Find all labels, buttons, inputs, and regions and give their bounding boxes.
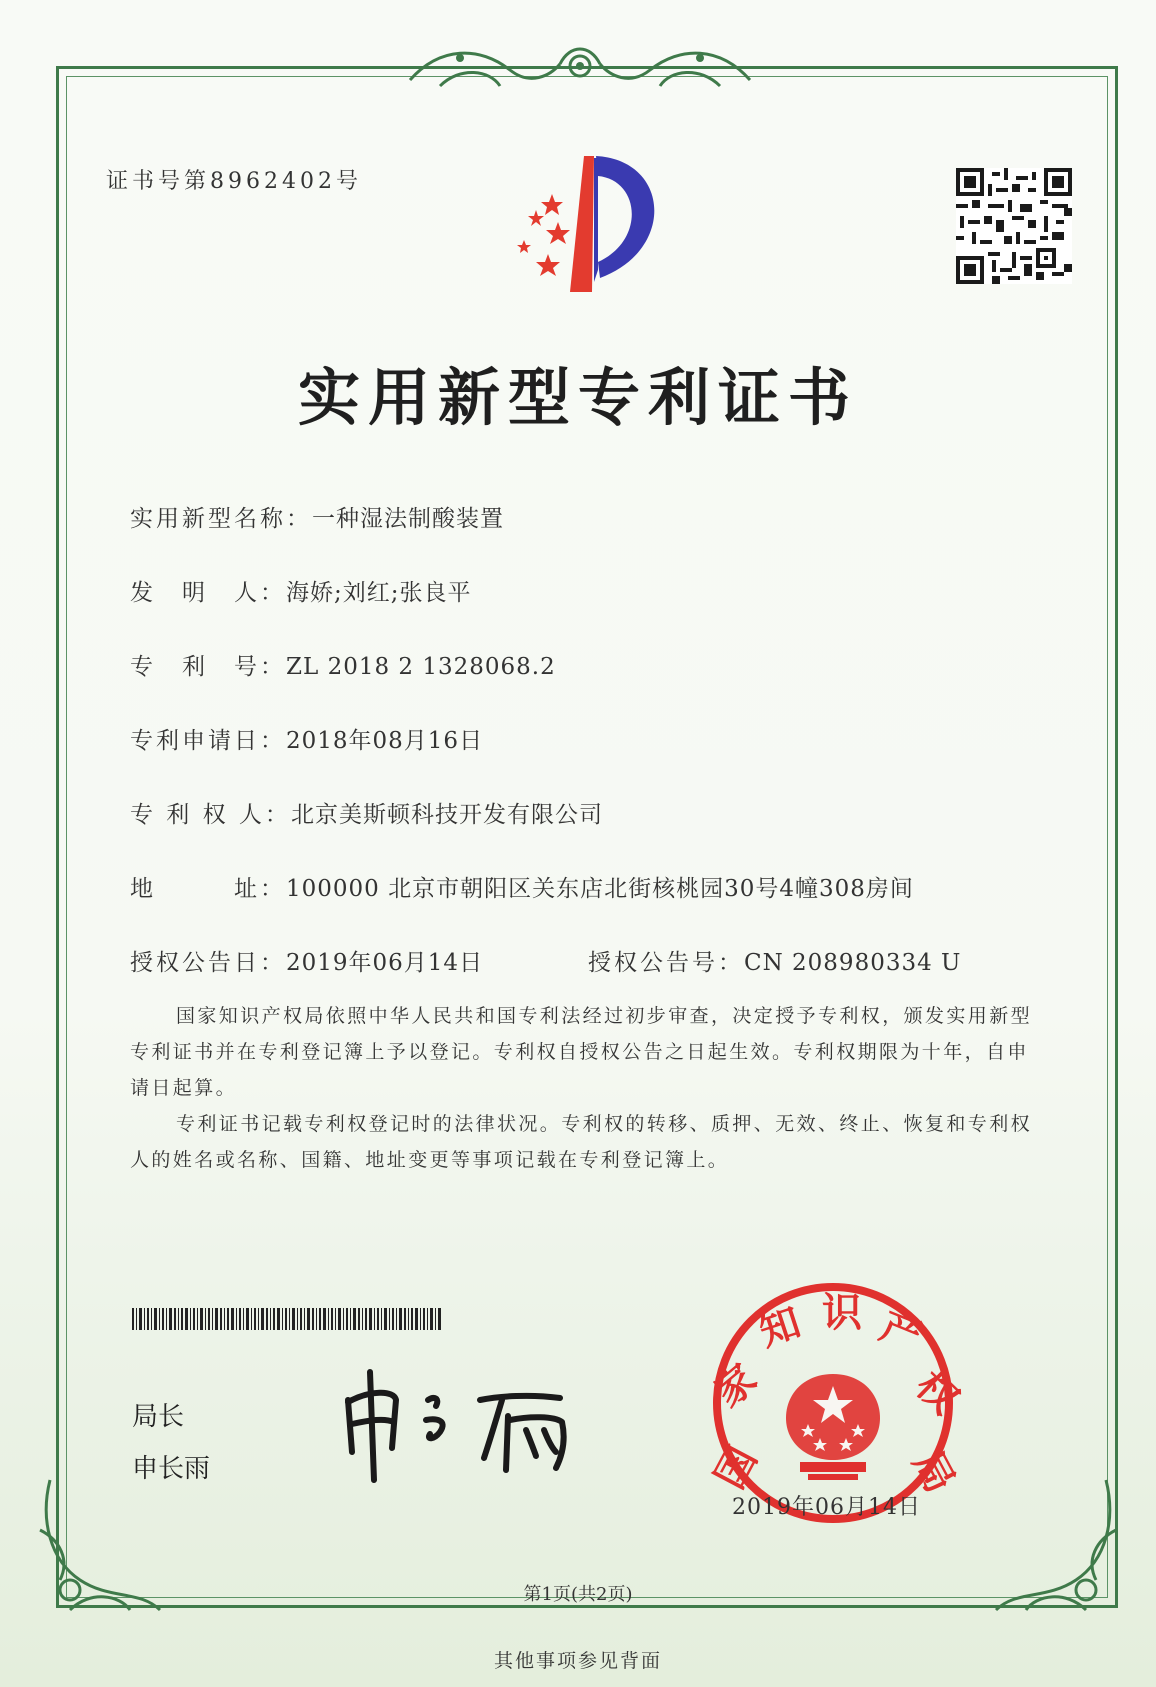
director-name: 申长雨 [132,1454,211,1484]
certificate-number: 证书号第8962402号 [106,169,362,194]
field-value: 2018年08月16日 [286,728,484,754]
paragraph-grant: 国家知识产权局依照中华人民共和国专利法经过初步审查，决定授予专利权，颁发实用新型专利证书并在专利登记簿上予以登记。专利权自授权公告之日起生效。专利权期限为十年，自申请日起算。 [130,1005,1033,1099]
field-application-date [130,722,483,755]
patent-office-logo [500,150,680,300]
field-label: 发 明 人： [130,580,286,606]
paragraph-legal-status: 专利证书记载专利权登记时的法律状况。专利权的转移、质押、无效、终止、恢复和专利权人的姓名或名称、国籍、地址变更等事项记载在专利登记簿上。 [130,1113,1033,1171]
svg-text:国: 国 [707,1439,766,1496]
field-announcement-number [588,944,961,977]
field-label: 地 址： [130,876,286,902]
field-patentee [130,796,603,829]
page-number: 第1页(共2页) [523,1584,633,1605]
svg-text:权: 权 [907,1362,967,1423]
field-value: 2019年06月14日 [286,950,484,976]
field-inventors [130,574,472,607]
field-model-name [130,500,504,533]
field-value: ZL 2018 2 1328068.2 [286,654,556,680]
svg-text:知: 知 [754,1300,806,1355]
field-label: 专 利 权 人： [130,802,291,828]
field-patent-number [130,648,556,681]
field-value: 100000 北京市朝阳区关东店北街核桃园30号4幢308房间 [286,876,914,902]
director-title: 局长 [132,1402,185,1432]
svg-text:家: 家 [706,1356,766,1416]
certificate-title: 实用新型专利证书 [297,361,858,434]
field-value: 海娇;刘红;张良平 [286,580,472,606]
field-value: 北京美斯顿科技开发有限公司 [290,802,603,828]
field-value: CN 208980334 U [744,950,962,976]
svg-text:局: 局 [904,1443,963,1500]
field-label: 专 利 号： [130,654,286,680]
seal-date: 2019年06月14日 [732,1495,921,1520]
barcode [132,1308,442,1330]
field-grant-date [130,944,483,977]
director-signature [330,1360,610,1490]
qr-code [956,168,1072,284]
field-label: 授权公告日： [130,950,286,976]
field-label: 实用新型名称： [130,506,312,532]
svg-text:识: 识 [822,1291,862,1335]
top-ornament [400,36,760,100]
field-label: 授权公告号： [588,950,744,976]
field-label: 专利申请日： [130,728,286,754]
field-value: 一种湿法制酸装置 [312,506,504,532]
field-address [130,870,914,903]
svg-text:产: 产 [874,1304,928,1360]
back-note: 其他事项参见背面 [493,1650,662,1672]
